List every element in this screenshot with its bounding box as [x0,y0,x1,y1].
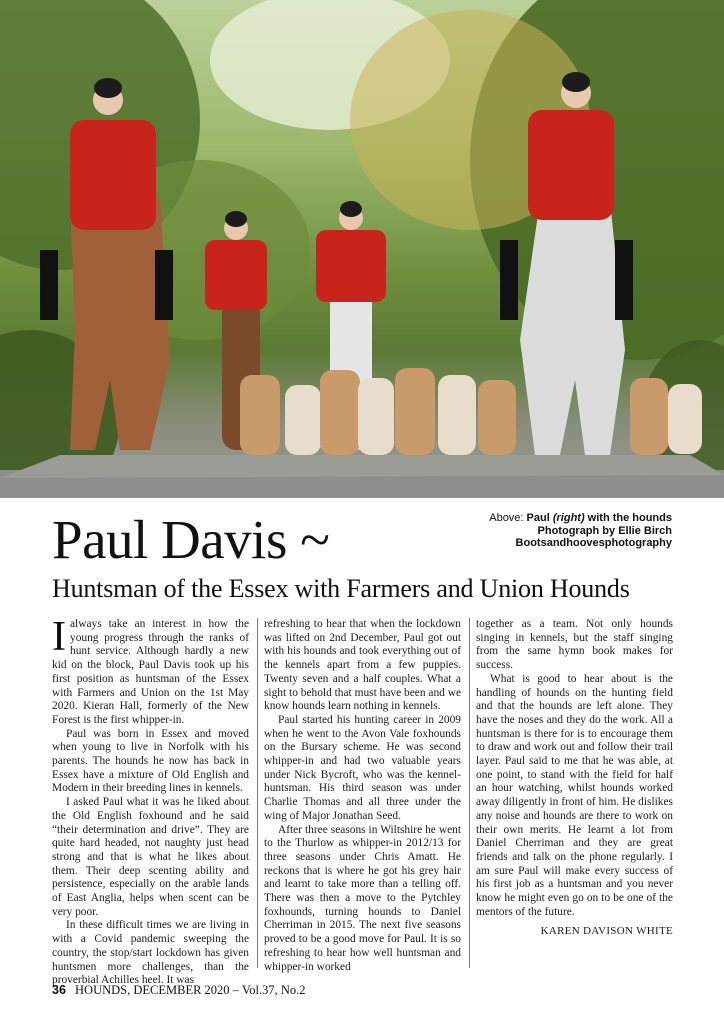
caption-name: Paul [526,512,550,524]
article-title: Paul Davis ~ [52,509,330,570]
column-divider [469,618,470,968]
article-column-2 [264,618,461,974]
paragraph: What is good to hear about is the handling of hounds on the hunting field and that the hounds are left alone. They have the noses and they do the work. All a huntsman is there for is to encourage them to draw and work out and follow their trail layer. Paul said to me that he was able, at one point, to stand with the field for half an hour watching, whilst hounds worked away diligently in front of him. He dislikes any noise and hounds are there to work on their own merits. He learnt a lot from Daniel Cherriman and they are great friends and talk on the phone regularly. I am sure Paul will make every success of his first job as a huntsman and you never know he might even go on to be one of the mentors of the future. [476,672,673,918]
hound-pack [240,368,702,455]
paragraph: Paul started his hunting career in 2009 when he went to the Avon Vale foxhounds on the Bursary scheme. He was second whipper-in and had two valuable years under Nick Bycroft, who was the kennel-huntsman. His third season was under Charlie Thomas and all three under the wing of Major Jonathan Seed. [264,713,461,822]
caption-line [412,512,672,525]
paragraph: together as a team. Not only hounds singing in kennels, but the staff singing from the same hymn book makes for success. [476,618,673,672]
column-divider [257,618,258,968]
caption-suffix: with the hounds [587,512,672,524]
hunt-illustration [0,0,724,498]
caption-prefix: Above: [489,512,524,524]
caption-position: (right) [552,512,585,524]
page-number: 36 [52,983,66,997]
drop-cap: I [52,614,66,660]
article-column-3 [476,618,673,939]
article-subtitle: Huntsman of the Essex with Farmers and Union Hounds [52,574,630,603]
photo-credit: Photograph by Ellie Birch [537,524,672,537]
article-column-1 [52,614,249,988]
paragraph: refreshing to hear that when the lockdown was lifted on 2nd December, Paul got out with his hounds and took everything out of the kennels apart from a few puppies. Twenty seven and a half couples. What a sight to behold that must have been and we know hounds learn nothing in kennels. [264,618,461,713]
hunt-photo [0,0,724,498]
paragraph-text: always take an interest in how the young progress through the ranks of hunt service. Although hardly a new kid on the block, Paul Davis took up his first position as huntsman of the Essex with Farmers and Union on the 1st May 2020. Kieran Hall, formerly of the New Forest is the first whipper-in. [52,618,249,726]
paragraph: In these difficult times we are living in with a Covid pandemic sweeping the country, the stop/start lockdown has given huntsmen more challenges, than the proverbial Achilles heel. It was [52,919,249,987]
paragraph: I asked Paul what it was he liked about the Old English foxhound and he said “their determination and drive”. They are quite hard headed, not naughty just head strong and that is what he likes about them. Their deep scenting ability and persistence, especially on the arable lands of East Anglia, helps when scent can be very poor. [52,796,249,918]
photo-studio: Bootsandhoovesphotography [515,537,672,549]
publication-line: HOUNDS, DECEMBER 2020 – Vol.37, No.2 [75,983,306,997]
photo-caption [412,512,672,550]
paragraph: After three seasons in Wiltshire he went to the Thurlow as whipper-in 2012/13 for three seasons under Chris Amatt. He reckons that is where he got his grey hair and learnt to take more than a telling off. There was then a move to the Pytchley foxhounds, turning hounds to Daniel Cherriman in 2015. The next five seasons proved to be a good move for Paul. It is so refreshing to hear how well huntsman and whipper-in worked [264,823,461,973]
author-byline: KAREN DAVISON WHITE [540,925,673,938]
paragraph [52,614,249,728]
paragraph: Paul was born in Essex and moved when young to live in Norfolk with his parents. The hounds he now has back in Essex have a mixture of Old English and Modern in their breeding lines in kennels. [52,727,249,795]
page-footer [52,983,306,998]
